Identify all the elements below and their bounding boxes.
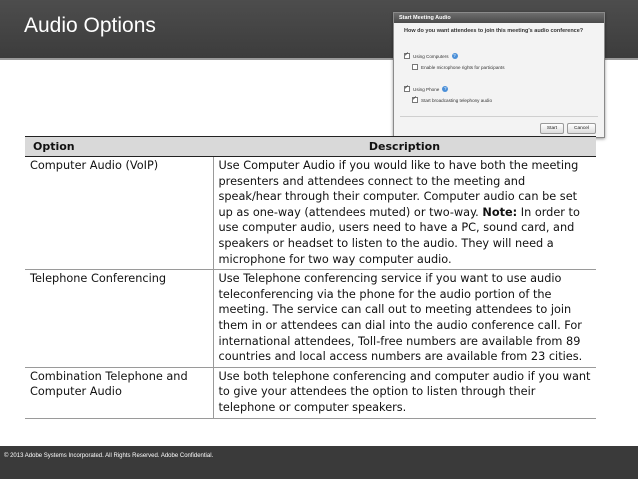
table-row (25, 157, 596, 270)
cancel-button[interactable]: Cancel (567, 123, 596, 134)
table-row (25, 270, 596, 368)
start-broadcasting-option[interactable] (412, 97, 492, 103)
help-icon[interactable]: ? (444, 86, 447, 91)
using-computers-option[interactable] (404, 53, 458, 59)
option-cell: Telephone Conferencing (25, 270, 213, 368)
copyright-text: © 2013 Adobe Systems Incorporated. All Rights Reserved. Adobe Confidential. (4, 453, 214, 459)
dialog-title: Start Meeting Audio (394, 13, 604, 23)
option-column-header: Option (25, 137, 213, 157)
start-broadcasting-checkbox[interactable] (412, 97, 418, 103)
description-cell: Use both telephone conferencing and computer audio if you want to give your attendees the option to listen through their telephone or computer speakers. (213, 367, 596, 418)
description-column-header: Description (213, 137, 596, 157)
enable-mic-rights-checkbox[interactable] (412, 64, 418, 70)
slide-footer (0, 446, 638, 479)
option-cell: Combination Telephone and Computer Audio (25, 367, 213, 418)
audio-options-table (25, 136, 596, 419)
note-label: Note: (482, 205, 518, 219)
slide-title: Audio Options (24, 14, 156, 37)
enable-mic-rights-option[interactable] (412, 64, 505, 70)
enable-mic-rights-label: Enable microphone rights for participants (421, 64, 505, 70)
using-computers-label: Using Computers (413, 53, 449, 59)
start-broadcasting-label: Start broadcasting telephony audio (421, 97, 492, 103)
dialog-question: How do you want attendees to join this meeting's audio conference? (404, 28, 584, 34)
note-text: In order to use computer audio, users need to have a PC, sound card, and speakers or headset to listen to the audio. They will need a microphone for two way computer audio. (218, 205, 580, 266)
description-text: Use Computer Audio if you would like to have both the meeting presenters and attendees connect to the meeting and speak/hear through their computer. Computer audio can be set up as one-way (attendees muted) or two-way. (218, 159, 579, 219)
description-cell: Use Telephone conferencing service if you want to use audio teleconferencing via the phone for the audio portion of the meeting. The service can call out to meeting attendees to join them in or attendees can dial into the audio conference call. For international attendees, Toll-free numbers are available from 89 countries and local access numbers are available from 23 cities. (213, 270, 596, 368)
using-phone-checkbox[interactable] (404, 86, 410, 92)
description-cell (213, 157, 596, 270)
dialog-divider (400, 116, 598, 117)
table-row (25, 367, 596, 418)
option-cell: Computer Audio (VoIP) (25, 157, 213, 270)
using-phone-option[interactable] (404, 86, 448, 92)
using-phone-label: Using Phone (413, 86, 440, 92)
start-meeting-audio-dialog (393, 12, 605, 138)
using-computers-checkbox[interactable] (404, 53, 410, 59)
help-icon[interactable]: ? (453, 53, 456, 58)
start-button[interactable]: Start (540, 123, 564, 134)
table-header-row (25, 137, 596, 157)
